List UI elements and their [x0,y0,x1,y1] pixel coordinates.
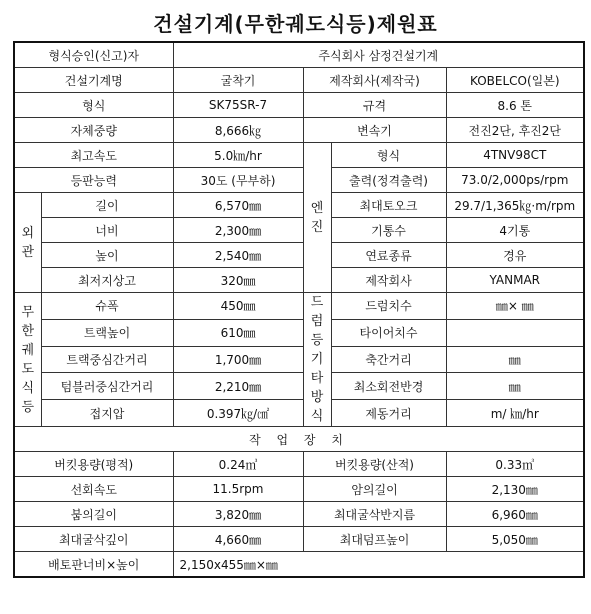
table-row [14,477,584,502]
table-row [14,193,584,218]
drum-row-label: 제동거리 [331,400,446,427]
engine-row-value: 4기통 [446,218,584,243]
work-value: 11.5rpm [173,477,303,502]
engine-row-value: 경유 [446,243,584,268]
work-value: 2,150x455㎜×㎜ [173,552,584,578]
spec-table [13,41,585,578]
tracks-row-label: 트랙중심간거리 [41,346,173,373]
table-row [14,346,584,373]
tracks-row-value: 450㎜ [173,293,303,320]
work-value: 3,820㎜ [173,502,303,527]
work-value: 0.24㎥ [173,452,303,477]
transmission-value: 전진2단, 후진2단 [446,118,584,143]
table-row [14,552,584,578]
engine-row-value: YANMAR [446,268,584,293]
exterior-row-label: 너비 [41,218,173,243]
tracks-row-label: 트랙높이 [41,319,173,346]
work-value: 0.33㎥ [446,452,584,477]
tracks-row-value: 0.397㎏/㎠ [173,400,303,427]
climbing-value: 30도 (무부하) [173,168,303,193]
page-title: 건설기계(무한궤도식등)제원표 [153,12,438,36]
exterior-row-label: 높이 [41,243,173,268]
drum-group-label: 드럼등기타방식 [303,293,331,427]
model-label: 형식 [14,93,173,118]
weight-label: 자체중량 [14,118,173,143]
machine-name-value: 굴착기 [173,68,303,93]
exterior-row-label: 최저지상고 [41,268,173,293]
work-label: 최대덤프높이 [303,527,446,552]
table-row [14,118,584,143]
transmission-label: 변속기 [303,118,446,143]
table-row [14,243,584,268]
tracks-row-label: 텀블러중심간거리 [41,373,173,400]
table-row [14,527,584,552]
drum-row-value: ㎜ [446,346,584,373]
work-value: 2,130㎜ [446,477,584,502]
table-row [14,168,584,193]
work-value: 5,050㎜ [446,527,584,552]
max-speed-value: 5.0㎞/hr [173,143,303,168]
drum-row-label: 타이어치수 [331,319,446,346]
drum-row-label: 드럼치수 [331,293,446,320]
table-row [14,218,584,243]
work-value: 6,960㎜ [446,502,584,527]
table-row [14,143,584,168]
approval-value: 주식회사 삼정건설기계 [173,42,584,68]
rating-value: 8.6 톤 [446,93,584,118]
drum-row-value: m/ ㎞/hr [446,400,584,427]
table-row [14,293,584,320]
engine-row-label: 형식 [331,143,446,168]
engine-row-value: 4TNV98CT [446,143,584,168]
table-row [14,452,584,477]
tracks-row-label: 슈폭 [41,293,173,320]
engine-row-label: 제작회사 [331,268,446,293]
drum-row-label: 축간거리 [331,346,446,373]
weight-value: 8,666㎏ [173,118,303,143]
engine-row-label: 최대토오크 [331,193,446,218]
tracks-row-value: 1,700㎜ [173,346,303,373]
engine-row-value: 29.7/1,365㎏·m/rpm [446,193,584,218]
manufacturer-label: 제작회사(제작국) [303,68,446,93]
rating-label: 규격 [303,93,446,118]
table-row [14,68,584,93]
exterior-row-value: 6,570㎜ [173,193,303,218]
work-label: 붐의길이 [14,502,173,527]
engine-row-value: 73.0/2,000ps/rpm [446,168,584,193]
engine-row-label: 출력(정격출력) [331,168,446,193]
work-label: 암의길이 [303,477,446,502]
work-label: 최대굴삭깊이 [14,527,173,552]
drum-row-value: ㎜× ㎜ [446,293,584,320]
work-label: 배토판너비×높이 [14,552,173,578]
manufacturer-value: KOBELCO(일본) [446,68,584,93]
engine-group-label: 엔진 [303,143,331,293]
work-label: 선회속도 [14,477,173,502]
work-label: 버킷용량(평적) [14,452,173,477]
tracks-group-label: 무한궤도식등 [14,293,41,427]
table-row [14,427,584,452]
table-row [14,42,584,68]
table-row [14,400,584,427]
tracks-row-label: 접지압 [41,400,173,427]
tracks-row-value: 2,210㎜ [173,373,303,400]
exterior-row-value: 2,540㎜ [173,243,303,268]
exterior-row-value: 2,300㎜ [173,218,303,243]
exterior-row-label: 길이 [41,193,173,218]
table-row [14,268,584,293]
drum-row-label: 최소회전반경 [331,373,446,400]
model-value: SK75SR-7 [173,93,303,118]
drum-row-value [446,319,584,346]
max-speed-label: 최고속도 [14,143,173,168]
climbing-label: 등판능력 [14,168,173,193]
work-label: 최대굴삭반지름 [303,502,446,527]
table-row [14,93,584,118]
table-row [14,502,584,527]
engine-row-label: 연료종류 [331,243,446,268]
approval-label: 형식승인(신고)자 [14,42,173,68]
engine-row-label: 기통수 [331,218,446,243]
work-value: 4,660㎜ [173,527,303,552]
table-row [14,319,584,346]
tracks-row-value: 610㎜ [173,319,303,346]
drum-row-value: ㎜ [446,373,584,400]
work-section-title: 작 업 장 치 [14,427,584,452]
machine-name-label: 건설기계명 [14,68,173,93]
work-label: 버킷용량(산적) [303,452,446,477]
table-row [14,373,584,400]
exterior-row-value: 320㎜ [173,268,303,293]
exterior-group-label: 외관 [14,193,41,293]
